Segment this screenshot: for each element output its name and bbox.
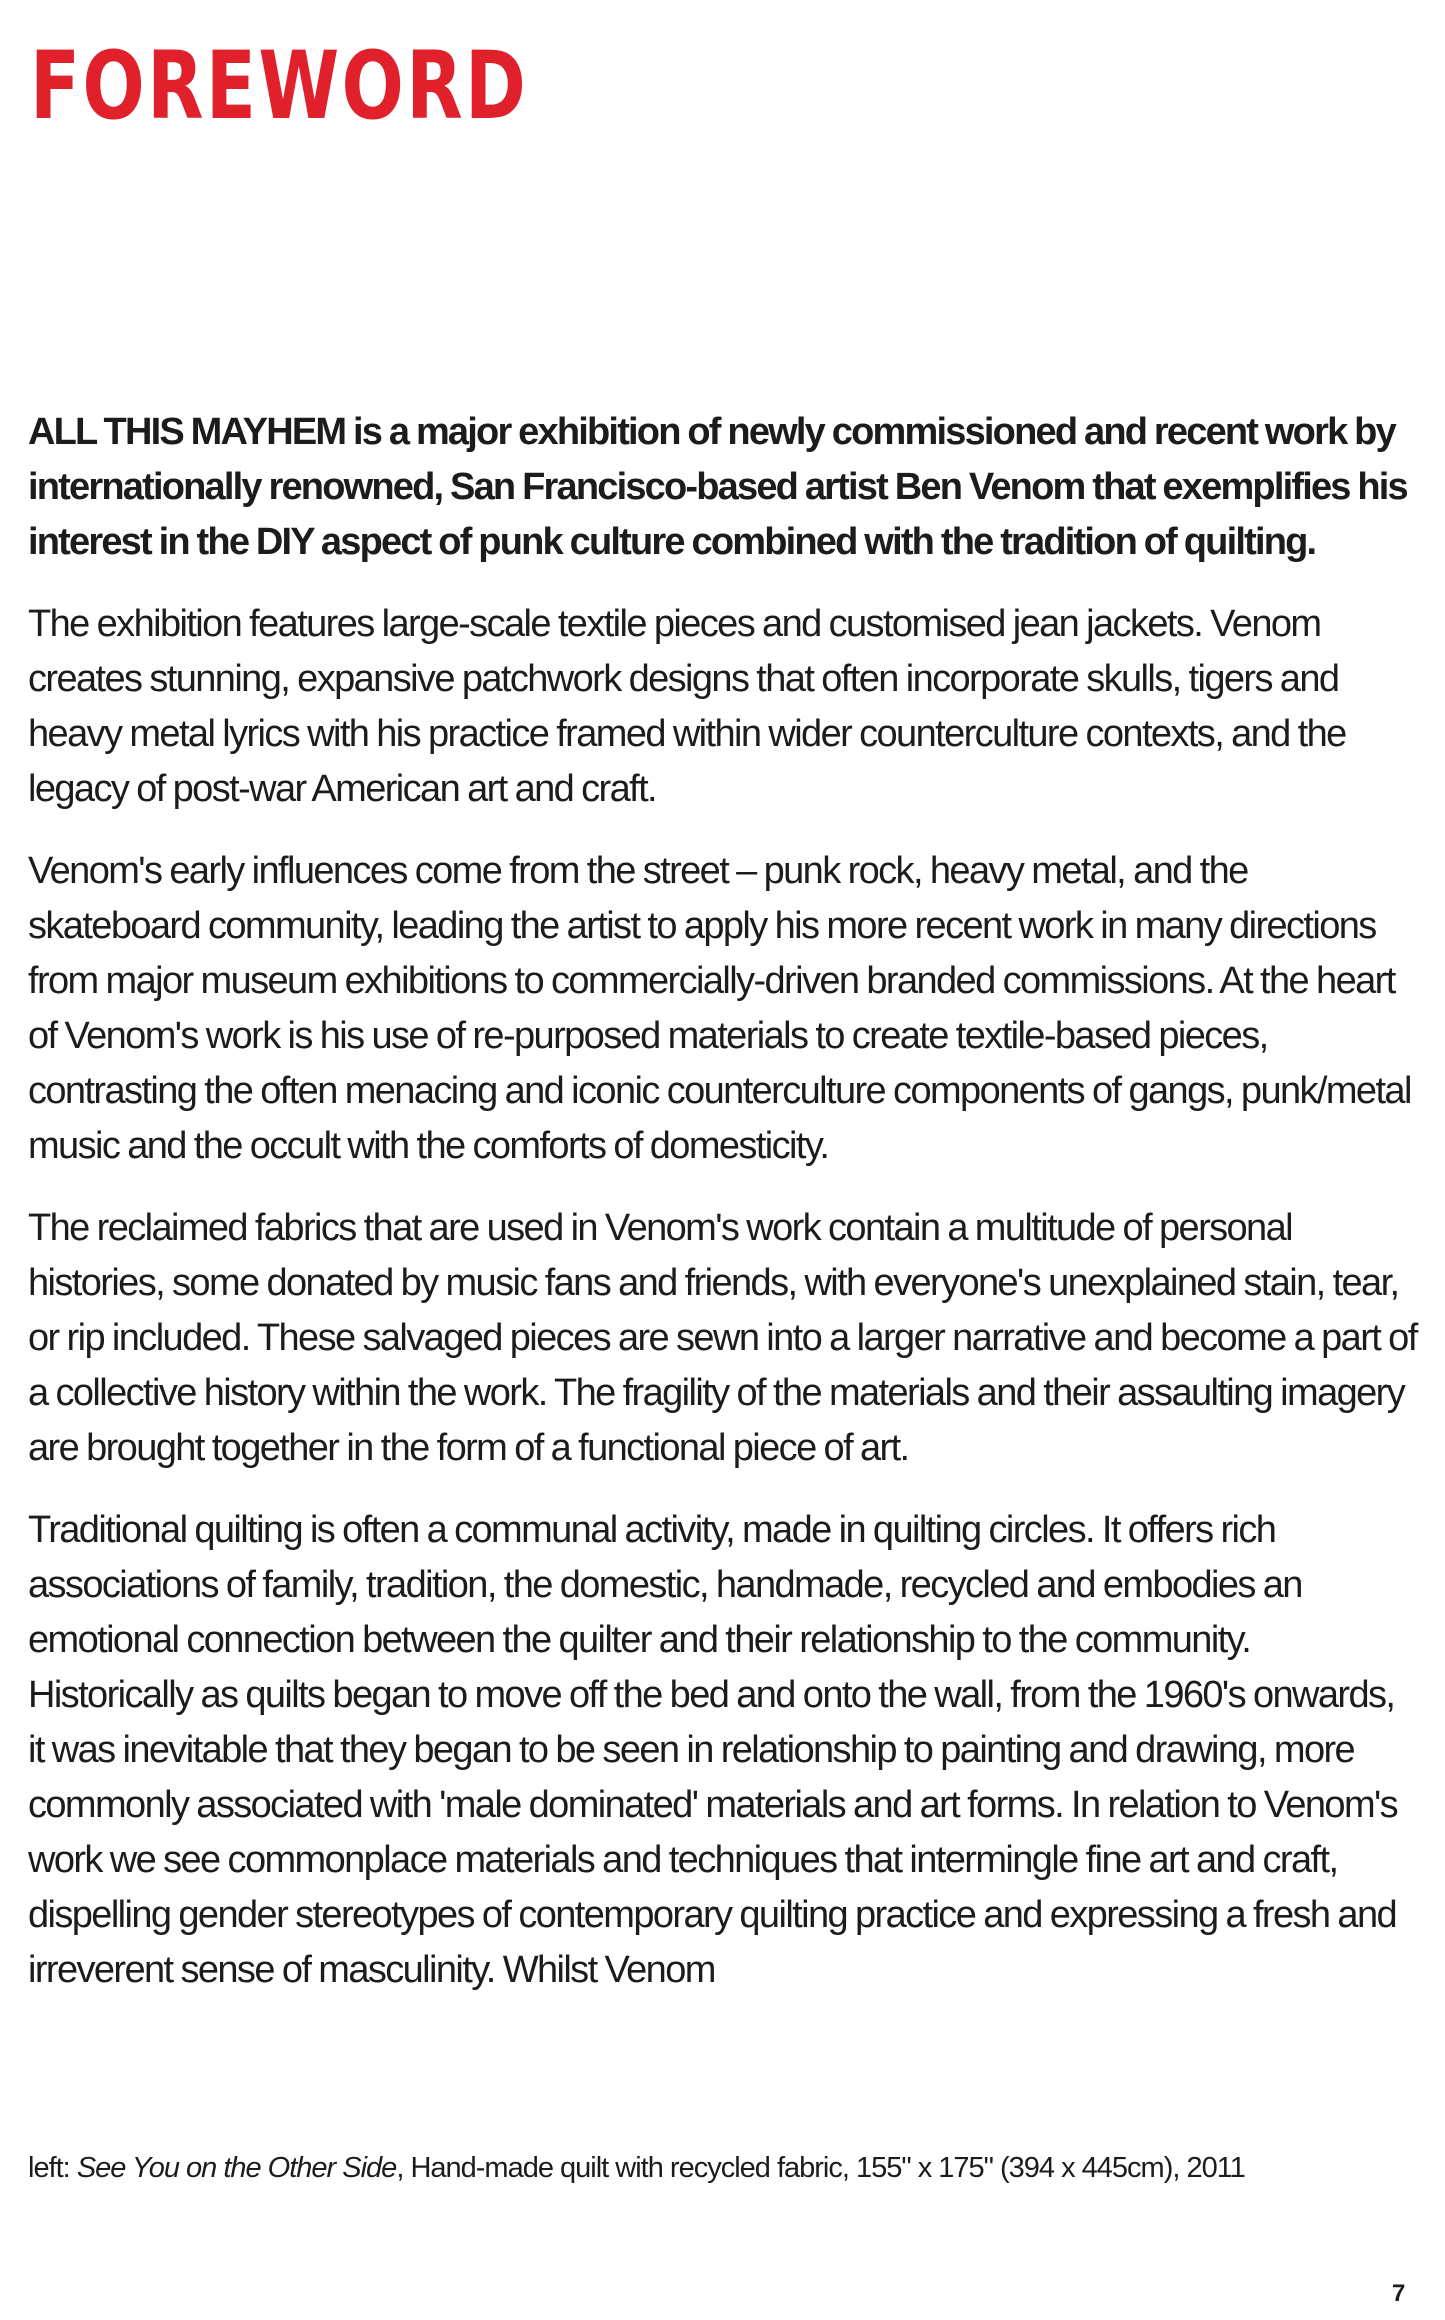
lead-paragraph: ALL THIS MAYHEM is a major exhibition of newly commissioned and recent work by internationally renowned, San Francisco-based artist Ben Venom that exemplifies his interest in the DIY aspect of punk culture combined with the tradition of quilting. xyxy=(28,411,1407,563)
caption-prefix: left: xyxy=(28,2152,77,2184)
paragraph: Traditional quilting is often a communal activity, made in quilting circles. It offers rich associations of family, tradition, the domestic, handmade, recycled and embodies an emotional connection between the quilter and their relationship to the community. Historically as quilts began to move off the bed and onto the wall, from the 1960's onwards, it was inevitable that they began to be seen in relationship to painting and drawing, more commonly associated with 'male dominated' materials and art forms. In relation to Venom's work we see commonplace materials and techniques that intermingle fine art and craft, dispelling gender stereotypes of contemporary quilting practice and expressing a fresh and irreverent sense of masculinity. Whilst Venom xyxy=(28,1509,1398,1991)
body-text xyxy=(28,405,1418,2025)
page-heading: FOREWORD xyxy=(30,32,529,141)
paragraph: The reclaimed fabrics that are used in Venom's work contain a multitude of personal histories, some donated by music fans and friends, with everyone's unexplained stain, tear, or rip included. These salvaged pieces are sewn into a larger narrative and become a part of a collective history within the work. The fragility of the materials and their assaulting imagery are brought together in the form of a functional piece of art. xyxy=(28,1207,1417,1469)
image-caption xyxy=(28,2148,1418,2188)
paragraph: The exhibition features large-scale textile pieces and customised jean jackets. Venom creates stunning, expansive patchwork designs that often incorporate skulls, tigers and heavy metal lyrics with his practice framed within wider counterculture contexts, and the legacy of post-war American art and craft. xyxy=(28,603,1346,810)
caption-title: See You on the Other Side xyxy=(76,2152,397,2184)
caption-details: , Hand-made quilt with recycled fabric, 155" x 175" (394 x 445cm), 2011 xyxy=(396,2152,1245,2184)
paragraph: Venom's early influences come from the street – punk rock, heavy metal, and the skateboard community, leading the artist to apply his more recent work in many directions from major museum exhibitions to commercially-driven branded commissions. At the heart of Venom's work is his use of re-purposed materials to create textile-based pieces, contrasting the often menacing and iconic counterculture components of gangs, punk/metal music and the occult with the comforts of domesticity. xyxy=(28,850,1411,1167)
page-number: 7 xyxy=(1392,2280,1406,2307)
